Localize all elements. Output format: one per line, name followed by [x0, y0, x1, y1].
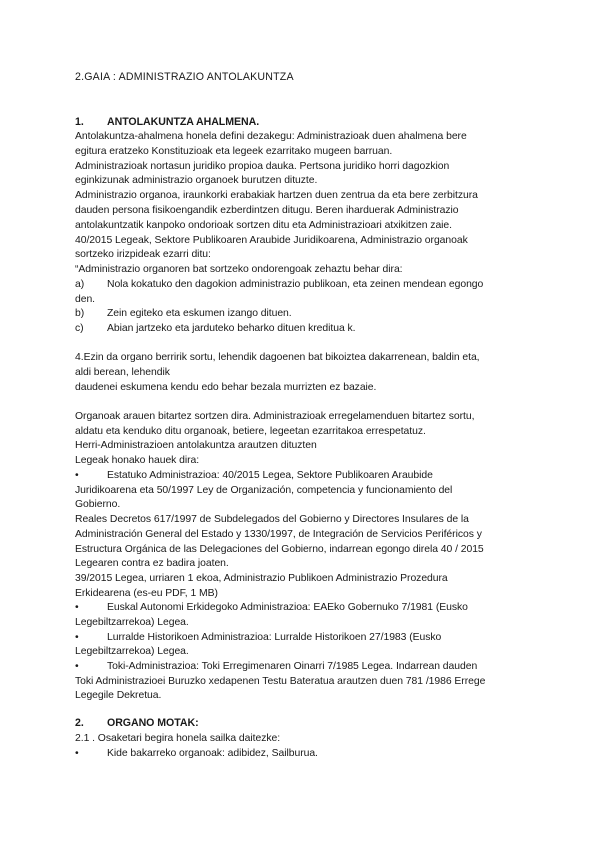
text-line: aldi berean, lehendik	[75, 367, 170, 378]
text-line: Erkidearena (es-eu PDF, 1 MB)	[75, 588, 218, 599]
list-text: Nola kokatuko den dagokion administrazio publikoan, eta zeinen mendean egongo	[107, 279, 484, 290]
text-line: Antolakuntza-ahalmena honela defini dezakegu: Administrazioak duen ahalmena bere	[75, 131, 467, 142]
bullet-text: Kide bakarreko organoak: adibidez, Sailburua.	[107, 748, 318, 759]
bullet-text: Toki-Administrazioa: Toki Erregimenaren Oinarri 7/1985 Legea. Indarrean dauden	[107, 661, 478, 672]
bullet-text: Estatuko Administrazioa: 40/2015 Legea, Sektore Publikoaren Araubide	[107, 470, 433, 481]
text-line: Administrazioak nortasun juridiko propioa dauka. Pertsona juridiko horri dagozkion	[75, 161, 450, 172]
bullet-icon: •	[75, 470, 79, 481]
list-marker: b)	[75, 308, 85, 319]
bullet-icon: •	[75, 748, 79, 759]
text-line: Organoak arauen bitartez sortzen dira. Administrazioak erregelamenduen bitartez sortu,	[75, 411, 475, 422]
text-line: 39/2015 Legea, urriaren 1 ekoa, Administrazio Publikoen Administrazio Prozedura	[75, 573, 448, 584]
section-2-title: ORGANO MOTAK:	[107, 717, 199, 729]
text-line: Herri-Administrazioen antolakuntza arautzen dituzten	[75, 440, 317, 451]
text-line: “Administrazio organoren bat sortzeko ondorengoak zehaztu behar dira:	[75, 264, 403, 275]
text-line: den.	[75, 294, 96, 305]
bullet-text: Euskal Autonomi Erkidegoko Administrazioa: EAEko Gobernuko 7/1981 (Eusko	[107, 602, 468, 613]
list-text: Zein egiteko eta eskumen izango dituen.	[107, 308, 292, 319]
text-line: Reales Decretos 617/1997 de Subdelegados del Gobierno y Directores Insulares de la	[75, 514, 469, 525]
text-line: Estructura Orgánica de las Delegaciones del Gobierno, indarrean egongo direla 40 / 2015	[75, 544, 484, 555]
list-marker: c)	[75, 323, 84, 334]
text-line: sortzeko irizpideak ezarri ditu:	[75, 249, 211, 260]
bullet-text: Lurralde Historikoen Administrazioa: Lurralde Historikoen 27/1983 (Eusko	[107, 632, 442, 643]
text-line: daudenei eskumena kendu edo behar bezala murrizten ez bazaie.	[75, 382, 377, 393]
section-1-title: ANTOLAKUNTZA AHALMENA.	[107, 116, 260, 128]
text-line: 2.1 . Osaketari begira honela sailka daitezke:	[75, 733, 281, 744]
text-line: egitura eratzeko Konstituzioak eta legeek ezarritako mugeen barruan.	[75, 146, 393, 157]
text-line: Legearen contra ez badira joaten.	[75, 558, 229, 569]
bullet-icon: •	[75, 661, 79, 672]
section-1-number: 1.	[75, 116, 84, 128]
text-line: Gobierno.	[75, 499, 121, 510]
text-line: Toki Administrazioei Buruzko xedapenen Testu Bateratua arautzen duen 781 /1986 Errege	[75, 676, 486, 687]
text-line: Legebiltzarrekoa) Legea.	[75, 646, 189, 657]
bullet-icon: •	[75, 632, 79, 643]
list-text: Abian jartzeko eta jarduteko beharko dituen kreditua k.	[107, 323, 356, 334]
text-line: Administrazio organoa, iraunkorki erabakiak hartzen duen zentrua da eta bere zerbitzura	[75, 190, 478, 201]
text-line: dauden persona fisikoengandik ezberdintzen ditugu. Beren iharduerak Administrazio	[75, 205, 459, 216]
text-line: Legegile Dekretua.	[75, 690, 162, 701]
text-line: Administración General del Estado y 1330/1997, de Integración de Servicios Periféricos y	[75, 529, 482, 540]
text-line: Legeak honako hauek dira:	[75, 455, 200, 466]
text-line: 40/2015 Legeak, Sektore Publikoaren Araubide Juridikoarena, Administrazio organoak	[75, 235, 468, 246]
text-line: aldatu eta kenduko ditu organoak, betiere, legeetan ezarritakoa errespetatuz.	[75, 426, 426, 437]
doc-title: 2.GAIA : ADMINISTRAZIO ANTOLAKUNTZA	[75, 71, 294, 83]
bullet-icon: •	[75, 602, 79, 613]
section-2-number: 2.	[75, 717, 84, 729]
text-line: Juridikoarena eta 50/1997 Ley de Organización, competencia y funcionamiento del	[75, 485, 453, 496]
list-marker: a)	[75, 279, 85, 290]
text-line: 4.Ezin da organo berririk sortu, lehendik dagoenen bat bikoiztea dakarrenean, baldin eta,	[75, 352, 480, 363]
text-line: antolakuntzatik kanpoko ondorioak sortzen ditu eta Administrazioari atxikitzen zaie.	[75, 220, 453, 231]
text-line: eginkizunak administrazio organoek burutzen dituzte.	[75, 175, 318, 186]
text-line: Legebiltzarrekoa) Legea.	[75, 617, 189, 628]
